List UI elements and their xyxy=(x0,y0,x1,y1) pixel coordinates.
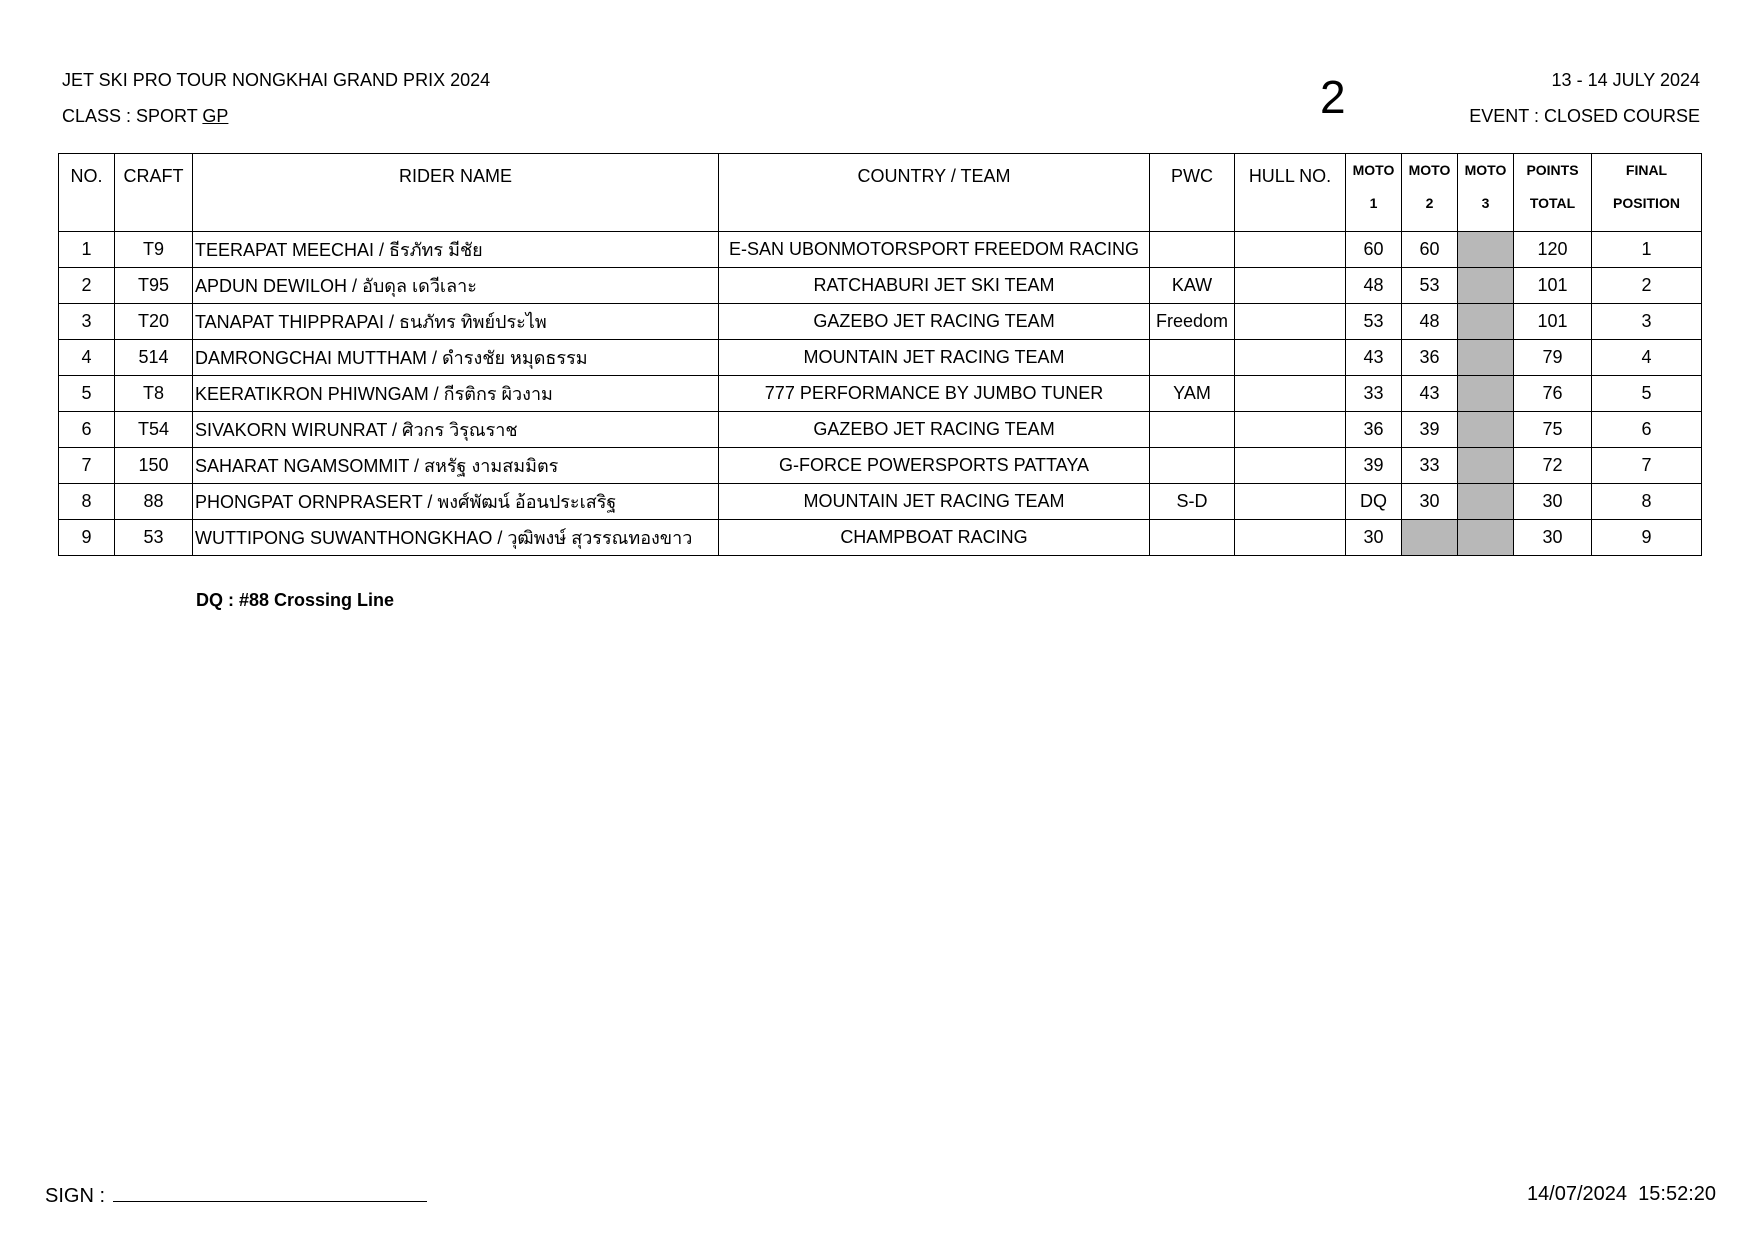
cell-no: 9 xyxy=(59,520,115,556)
cell-moto1: 53 xyxy=(1346,304,1402,340)
cell-hull xyxy=(1235,520,1346,556)
cell-hull xyxy=(1235,376,1346,412)
cell-team: MOUNTAIN JET RACING TEAM xyxy=(719,484,1150,520)
cell-moto2: 48 xyxy=(1402,304,1458,340)
table-row xyxy=(59,520,1702,556)
col-header-team: COUNTRY / TEAM xyxy=(719,154,1150,232)
cell-final-position: 4 xyxy=(1592,340,1702,376)
cell-craft: 514 xyxy=(115,340,193,376)
cell-moto2: 60 xyxy=(1402,232,1458,268)
cell-pwc xyxy=(1150,340,1235,376)
cell-final-position: 6 xyxy=(1592,412,1702,448)
cell-craft: T95 xyxy=(115,268,193,304)
signature-row xyxy=(45,1183,427,1208)
table-row xyxy=(59,376,1702,412)
cell-points-total: 75 xyxy=(1514,412,1592,448)
cell-points-total: 79 xyxy=(1514,340,1592,376)
cell-final-position: 9 xyxy=(1592,520,1702,556)
class-value: GP xyxy=(202,106,229,126)
col-header-pwc: PWC xyxy=(1150,154,1235,232)
cell-moto3 xyxy=(1458,520,1514,556)
table-row xyxy=(59,232,1702,268)
cell-moto1: 43 xyxy=(1346,340,1402,376)
cell-hull xyxy=(1235,412,1346,448)
cell-craft: 88 xyxy=(115,484,193,520)
cell-pwc: Freedom xyxy=(1150,304,1235,340)
cell-moto3 xyxy=(1458,304,1514,340)
cell-points-total: 72 xyxy=(1514,448,1592,484)
cell-team: G-FORCE POWERSPORTS PATTAYA xyxy=(719,448,1150,484)
cell-no: 8 xyxy=(59,484,115,520)
col-header-no: NO. xyxy=(59,154,115,232)
table-row xyxy=(59,340,1702,376)
cell-hull xyxy=(1235,232,1346,268)
cell-team: GAZEBO JET RACING TEAM xyxy=(719,304,1150,340)
cell-hull xyxy=(1235,484,1346,520)
col-header-final-position: FINAL POSITION xyxy=(1592,154,1702,232)
cell-moto3 xyxy=(1458,268,1514,304)
cell-moto1: DQ xyxy=(1346,484,1402,520)
col-header-rider: RIDER NAME xyxy=(193,154,719,232)
col-header-moto2: MOTO 2 xyxy=(1402,154,1458,232)
cell-moto3 xyxy=(1458,448,1514,484)
cell-moto2: 33 xyxy=(1402,448,1458,484)
cell-rider: PHONGPAT ORNPRASERT / พงศ์พัฒน์ อ้อนประเสริฐ xyxy=(193,484,719,520)
cell-points-total: 30 xyxy=(1514,484,1592,520)
cell-team: RATCHABURI JET SKI TEAM xyxy=(719,268,1150,304)
cell-moto2: 53 xyxy=(1402,268,1458,304)
cell-moto1: 30 xyxy=(1346,520,1402,556)
cell-moto2: 39 xyxy=(1402,412,1458,448)
cell-team: MOUNTAIN JET RACING TEAM xyxy=(719,340,1150,376)
page-number: 2 xyxy=(1320,71,1346,123)
cell-moto3 xyxy=(1458,232,1514,268)
cell-no: 2 xyxy=(59,268,115,304)
cell-moto2: 43 xyxy=(1402,376,1458,412)
event-title: JET SKI PRO TOUR NONGKHAI GRAND PRIX 2024 xyxy=(62,70,491,90)
cell-pwc: S-D xyxy=(1150,484,1235,520)
cell-moto3 xyxy=(1458,340,1514,376)
table-row xyxy=(59,412,1702,448)
cell-craft: T20 xyxy=(115,304,193,340)
cell-pwc xyxy=(1150,448,1235,484)
cell-moto3 xyxy=(1458,484,1514,520)
cell-no: 1 xyxy=(59,232,115,268)
cell-points-total: 101 xyxy=(1514,268,1592,304)
cell-points-total: 120 xyxy=(1514,232,1592,268)
cell-points-total: 76 xyxy=(1514,376,1592,412)
cell-final-position: 1 xyxy=(1592,232,1702,268)
cell-moto1: 48 xyxy=(1346,268,1402,304)
cell-moto1: 39 xyxy=(1346,448,1402,484)
cell-rider: TANAPAT THIPPRAPAI / ธนภัทร ทิพย์ประไพ xyxy=(193,304,719,340)
cell-rider: DAMRONGCHAI MUTTHAM / ดำรงชัย หมุดธรรม xyxy=(193,340,719,376)
cell-rider: APDUN DEWILOH / อับดุล เดวีเลาะ xyxy=(193,268,719,304)
cell-pwc xyxy=(1150,412,1235,448)
cell-pwc: YAM xyxy=(1150,376,1235,412)
col-header-craft: CRAFT xyxy=(115,154,193,232)
table-row xyxy=(59,448,1702,484)
cell-moto3 xyxy=(1458,412,1514,448)
print-timestamp: 14/07/2024 15:52:20 xyxy=(1526,1183,1716,1205)
cell-no: 3 xyxy=(59,304,115,340)
table-row xyxy=(59,304,1702,340)
cell-moto2: 36 xyxy=(1402,340,1458,376)
cell-craft: T54 xyxy=(115,412,193,448)
cell-rider: KEERATIKRON PHIWNGAM / กีรติกร ผิวงาม xyxy=(193,376,719,412)
cell-moto2: 30 xyxy=(1402,484,1458,520)
table-row xyxy=(59,268,1702,304)
cell-team: 777 PERFORMANCE BY JUMBO TUNER xyxy=(719,376,1150,412)
sign-label: SIGN : xyxy=(45,1185,106,1207)
cell-hull xyxy=(1235,268,1346,304)
cell-rider: SAHARAT NGAMSOMMIT / สหรัฐ งามสมมิตร xyxy=(193,448,719,484)
cell-pwc xyxy=(1150,520,1235,556)
dq-note: DQ : #88 Crossing Line xyxy=(196,590,395,610)
cell-moto1: 60 xyxy=(1346,232,1402,268)
cell-craft: 150 xyxy=(115,448,193,484)
cell-no: 6 xyxy=(59,412,115,448)
results-table xyxy=(58,153,1702,556)
cell-hull xyxy=(1235,448,1346,484)
cell-rider: SIVAKORN WIRUNRAT / ศิวกร วิรุณราช xyxy=(193,412,719,448)
cell-final-position: 3 xyxy=(1592,304,1702,340)
cell-team: GAZEBO JET RACING TEAM xyxy=(719,412,1150,448)
cell-no: 4 xyxy=(59,340,115,376)
cell-final-position: 2 xyxy=(1592,268,1702,304)
col-header-moto1: MOTO 1 xyxy=(1346,154,1402,232)
cell-craft: 53 xyxy=(115,520,193,556)
col-header-moto3: MOTO 3 xyxy=(1458,154,1514,232)
class-label: CLASS : SPORT xyxy=(62,106,198,126)
table-header-row xyxy=(59,154,1702,232)
cell-moto3 xyxy=(1458,376,1514,412)
event-date: 13 - 14 JULY 2024 xyxy=(1551,70,1700,90)
cell-team: CHAMPBOAT RACING xyxy=(719,520,1150,556)
cell-final-position: 8 xyxy=(1592,484,1702,520)
cell-hull xyxy=(1235,304,1346,340)
cell-pwc: KAW xyxy=(1150,268,1235,304)
cell-rider: TEERAPAT MEECHAI / ธีรภัทร มีชัย xyxy=(193,232,719,268)
class-line xyxy=(62,107,228,125)
cell-craft: T8 xyxy=(115,376,193,412)
cell-points-total: 30 xyxy=(1514,520,1592,556)
cell-pwc xyxy=(1150,232,1235,268)
col-header-hull: HULL NO. xyxy=(1235,154,1346,232)
cell-moto1: 33 xyxy=(1346,376,1402,412)
cell-points-total: 101 xyxy=(1514,304,1592,340)
cell-moto1: 36 xyxy=(1346,412,1402,448)
event-type: EVENT : CLOSED COURSE xyxy=(1469,106,1700,126)
cell-final-position: 7 xyxy=(1592,448,1702,484)
cell-rider: WUTTIPONG SUWANTHONGKHAO / วุฒิพงษ์ สุวรรณทองขาว xyxy=(193,520,719,556)
col-header-points-total: POINTS TOTAL xyxy=(1514,154,1592,232)
table-row xyxy=(59,484,1702,520)
cell-no: 7 xyxy=(59,448,115,484)
cell-no: 5 xyxy=(59,376,115,412)
cell-final-position: 5 xyxy=(1592,376,1702,412)
cell-craft: T9 xyxy=(115,232,193,268)
cell-moto2 xyxy=(1402,520,1458,556)
signature-line xyxy=(113,1183,427,1202)
cell-hull xyxy=(1235,340,1346,376)
cell-team: E-SAN UBONMOTORSPORT FREEDOM RACING xyxy=(719,232,1150,268)
